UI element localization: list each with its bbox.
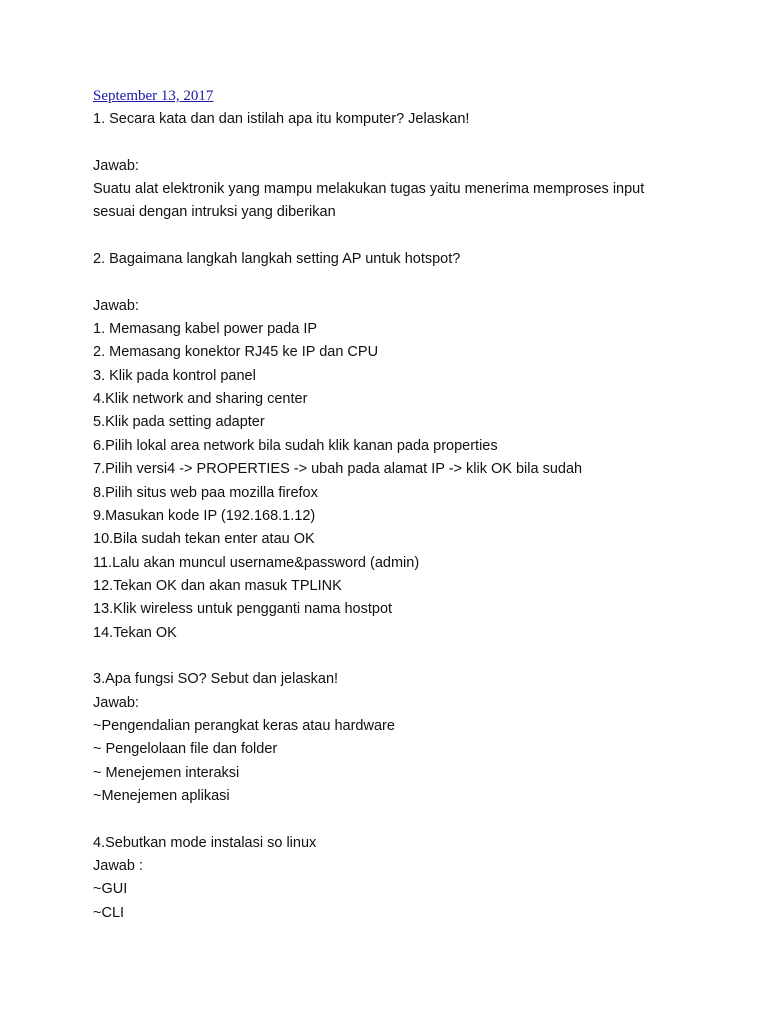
text-line: 6.Pilih lokal area network bila sudah klik kanan pada properties — [93, 437, 498, 454]
post-date-link[interactable]: September 13, 2017 — [93, 88, 214, 104]
text-line: ~ Menejemen interaksi — [93, 764, 240, 781]
text-line: Jawab: — [93, 157, 139, 174]
text-line: 13.Klik wireless untuk pengganti nama hostpot — [93, 601, 393, 618]
text-line: 12.Tekan OK dan akan masuk TPLINK — [93, 577, 342, 594]
text-line: 3.Apa fungsi SO? Sebut dan jelaskan! — [93, 671, 339, 688]
text-line: Jawab : — [93, 858, 143, 874]
text-line: Jawab: — [93, 694, 139, 711]
text-line: ~Pengendalian perangkat keras atau hardware — [93, 717, 395, 734]
blank-line — [93, 645, 733, 668]
text-line: 4.Klik network and sharing center — [93, 391, 308, 408]
text-line: 9.Masukan kode IP (192.168.1.12) — [93, 507, 316, 524]
document-body — [93, 108, 733, 925]
text-line: 7.Pilih versi4 -> PROPERTIES -> ubah pada alamat IP -> klik OK bila sudah — [93, 461, 583, 478]
text-line: ~GUI — [93, 881, 128, 898]
text-line: 2. Bagaimana langkah langkah setting AP untuk hotspot? — [93, 251, 461, 268]
text-line: ~ Pengelolaan file dan folder — [93, 741, 278, 758]
blank-line — [93, 225, 733, 248]
text-line: 4.Sebutkan mode instalasi so linux — [93, 834, 317, 851]
text-line: 1. Secara kata dan dan istilah apa itu komputer? Jelaskan! — [93, 111, 470, 127]
text-line: Jawab: — [93, 297, 139, 314]
text-line: 5.Klik pada setting adapter — [93, 414, 265, 431]
blank-line — [93, 808, 733, 831]
text-line: ~CLI — [93, 904, 125, 921]
text-line: 8.Pilih situs web paa mozilla firefox — [93, 484, 318, 501]
text-line: sesuai dengan intruksi yang diberikan — [93, 204, 336, 221]
text-line: 14.Tekan OK — [93, 624, 177, 641]
blank-line — [93, 271, 733, 294]
text-line: 3. Klik pada kontrol panel — [93, 367, 256, 384]
text-line: 10.Bila sudah tekan enter atau OK — [93, 531, 315, 548]
text-line: 2. Memasang konektor RJ45 ke IP dan CPU — [93, 344, 379, 361]
text-line: Suatu alat elektronik yang mampu melakukan tugas yaitu menerima memproses input — [93, 181, 645, 198]
text-line: 1. Memasang kabel power pada IP — [93, 321, 318, 338]
text-line: ~Menejemen aplikasi — [93, 787, 230, 804]
blank-line — [93, 131, 733, 154]
text-line: 11.Lalu akan muncul username&password (admin) — [93, 554, 420, 571]
